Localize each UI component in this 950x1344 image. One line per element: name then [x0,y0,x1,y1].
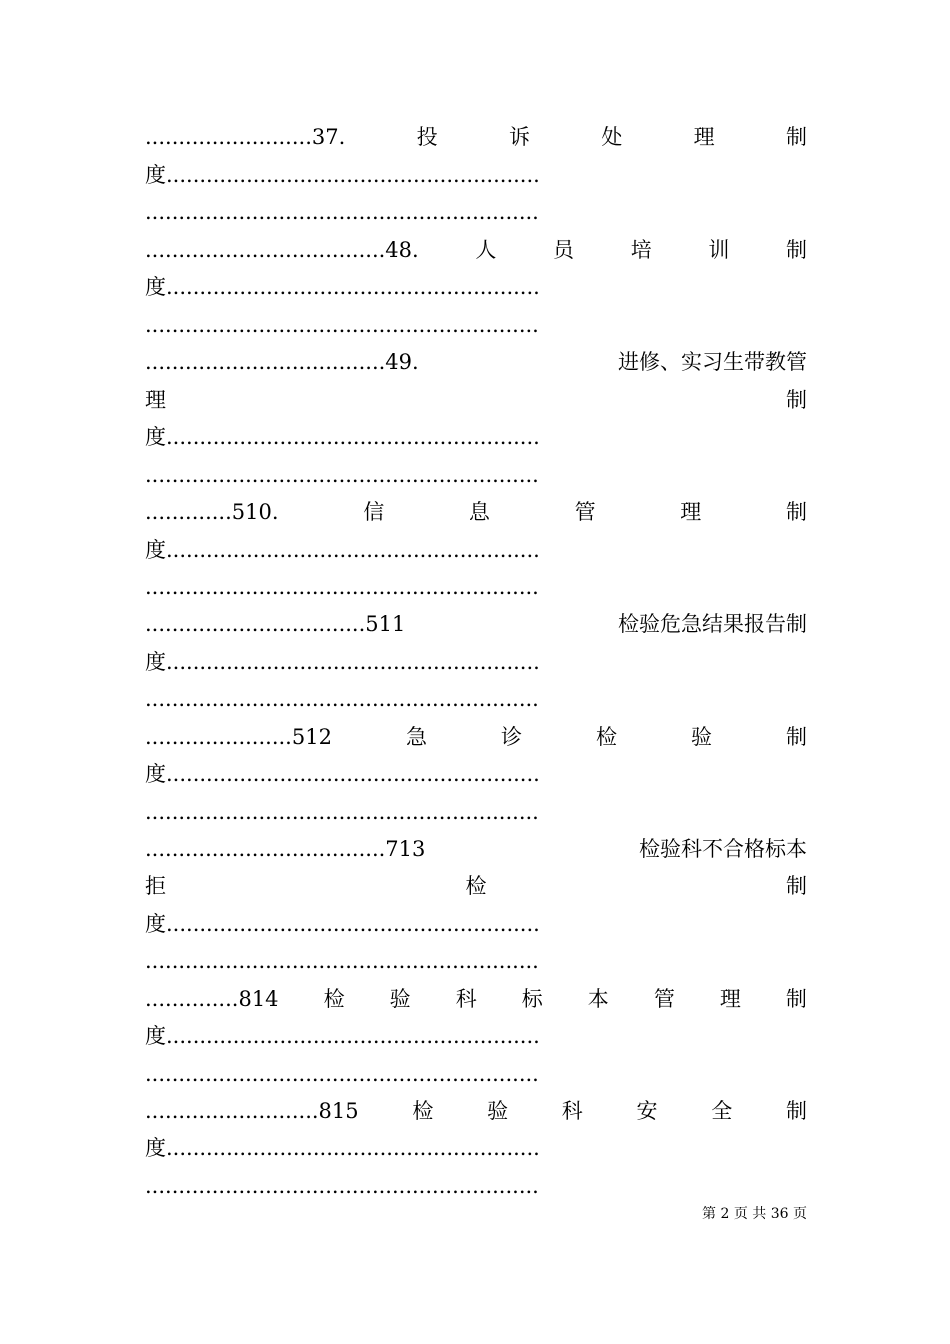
toc-line [145,197,807,227]
toc-leader: ........................................................ [166,275,540,299]
toc-leader: ........................................................ [166,163,540,187]
toc-leader: ....................................713 [145,837,426,861]
toc-char: 本 [587,987,609,1011]
toc-text: 度 [145,275,166,299]
toc-leader: ........................................................ [166,912,540,936]
toc-char: 制 [786,874,807,898]
toc-char: 处 [601,125,623,149]
toc-line [145,647,807,677]
toc-char: 制 [785,987,807,1011]
toc-leader: ....................................49. [145,350,419,374]
toc-leader: ........................................................... [145,575,539,599]
toc-leader: ........................................................... [145,463,539,487]
toc-char: 人 [475,238,497,262]
toc-char: 息 [468,500,490,524]
toc-text: 拒 [145,874,166,898]
toc-line [145,422,807,452]
toc-text: 度 [145,912,166,936]
toc-leader: ........................................................... [145,1062,539,1086]
toc-text: 度 [145,538,166,562]
toc-line [145,272,807,302]
toc-line [145,160,807,190]
toc-leader: .............510. [145,500,279,524]
toc-char: 制 [785,725,807,749]
toc-line-48 [145,235,807,265]
toc-leader: ........................................................... [145,800,539,824]
toc-char: 理 [719,987,741,1011]
toc-line-814 [145,984,807,1014]
toc-line-511 [145,609,807,639]
toc-line [145,759,807,789]
toc-char: 验 [487,1099,509,1123]
toc-char: 检验科不合格标本 [639,837,807,861]
toc-char: 培 [630,238,652,262]
toc-leader: ........................................................ [166,1136,540,1160]
toc-char: 检验危急结果报告制 [618,612,807,636]
toc-char: 制 [785,500,807,524]
toc-char: 管 [653,987,675,1011]
toc-char: 制 [785,1099,807,1123]
toc-line [145,1021,807,1051]
toc-leader: .................................511 [145,612,406,636]
toc-char: 科 [455,987,477,1011]
toc-line [145,797,807,827]
toc-char: 检 [323,987,345,1011]
toc-char: 检 [595,725,617,749]
toc-line [145,535,807,565]
toc-text: 度 [145,650,166,674]
toc-char: 信 [363,500,385,524]
toc-line [145,1133,807,1163]
toc-text: 度 [145,762,166,786]
toc-leader: ........................................................ [166,650,540,674]
page-number: 第 2 页 共 36 页 [702,1206,807,1222]
toc-text: 度 [145,163,166,187]
toc-leader: ........................................................... [145,200,539,224]
toc-leader: ........................................................ [166,425,540,449]
toc-char: 投 [416,125,438,149]
toc-char: 进修、实习生带教管 [618,350,807,374]
toc-char: 检 [465,874,487,898]
toc-line [145,684,807,714]
toc-char: 科 [561,1099,583,1123]
toc-text: 理 [145,388,166,412]
toc-line [145,909,807,939]
toc-line-713 [145,834,807,864]
toc-leader: ..........................815 [145,1099,359,1123]
toc-char: 检 [412,1099,434,1123]
toc-line [145,310,807,340]
toc-leader: ........................................................... [145,949,539,973]
toc-line [145,572,807,602]
toc-text: 度 [145,425,166,449]
toc-leader: ........................................................... [145,313,539,337]
toc-line-510 [145,497,807,527]
toc-text: 度 [145,1024,166,1048]
toc-leader: .........................37. [145,125,346,149]
toc-leader: ....................................48. [145,238,419,262]
toc-char: 理 [680,500,702,524]
toc-leader: ........................................................ [166,1024,540,1048]
toc-line-815 [145,1096,807,1126]
toc-char: 诉 [508,125,530,149]
toc-char: 训 [708,238,730,262]
toc-char: 验 [389,987,411,1011]
toc-char: 全 [711,1099,733,1123]
toc-leader: ........................................................... [145,687,539,711]
toc-char: 制 [786,238,807,262]
toc-char: 制 [786,388,807,412]
toc-char: 急 [405,725,427,749]
toc-leader: ........................................................ [166,538,540,562]
toc-line [145,460,807,490]
toc-leader: ........................................................... [145,1174,539,1198]
toc-char: 管 [574,500,596,524]
toc-char: 安 [636,1099,658,1123]
toc-line [145,871,807,901]
toc-leader: ........................................................ [166,762,540,786]
toc-text: 度 [145,1136,166,1160]
toc-line [145,1059,807,1089]
toc-char: 诊 [500,725,522,749]
toc-line [145,946,807,976]
toc-char: 员 [553,238,575,262]
toc-line-512 [145,722,807,752]
toc-char: 验 [690,725,712,749]
toc-char: 理 [693,125,715,149]
toc-leader: ......................512 [145,725,332,749]
toc-line-49 [145,347,807,377]
toc-line-37 [145,122,807,152]
toc-line [145,385,807,415]
toc-char: 标 [521,987,543,1011]
toc-leader: ..............814 [145,987,279,1011]
toc-line [145,1171,807,1201]
toc-char: 制 [786,125,807,149]
